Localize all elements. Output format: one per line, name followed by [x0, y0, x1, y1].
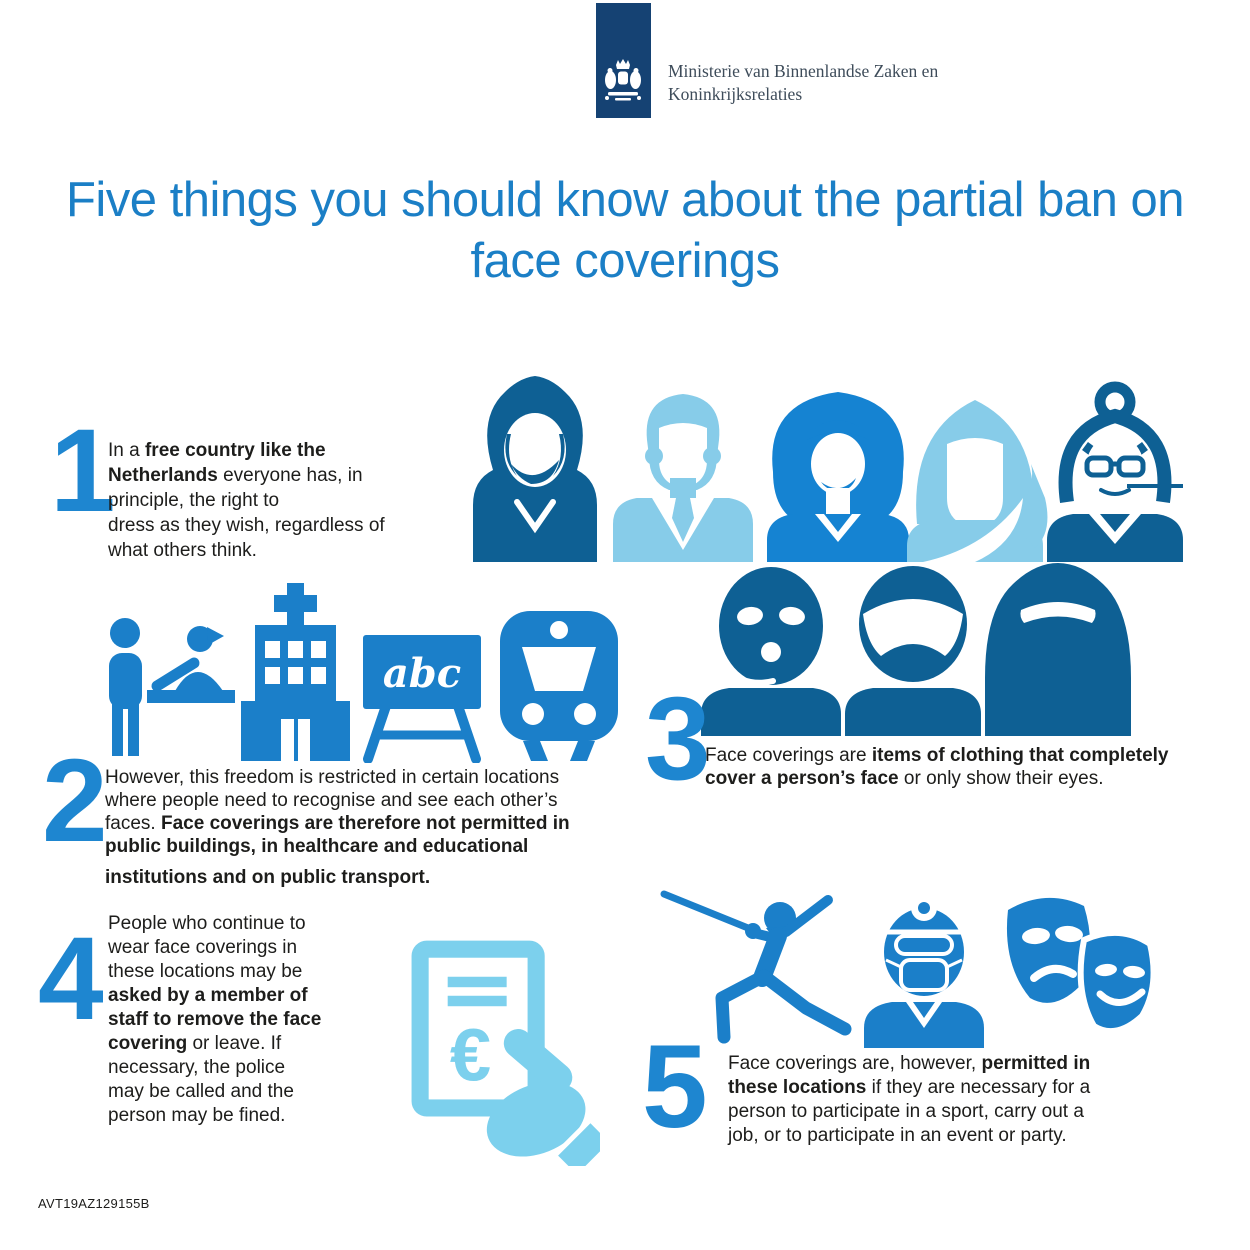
dutch-coat-of-arms-icon: [603, 58, 643, 110]
fine-document-in-hand-icon: [400, 933, 600, 1166]
hooded-person-icon: [473, 376, 597, 562]
elderly-woman-with-glasses-icon: [1047, 387, 1183, 562]
section2-text: However, this freedom is restricted in certain locations where people need to recognise and see each other’s faces. Face coverings are therefore not permitted in public buildings, in healthcare and educational institutions and on public transport.: [105, 767, 570, 888]
board-abc-text: abc: [382, 650, 462, 697]
fencer-icon: [664, 894, 845, 1037]
train-icon: [500, 611, 618, 761]
reception-desk-icon: [109, 618, 235, 756]
ministry-name: [668, 60, 938, 106]
section5-number: 5: [642, 1021, 708, 1153]
section3-text: Face coverings are items of clothing that completely cover a person’s face or only show their eyes.: [705, 745, 1169, 789]
ministry-name-line2: Koninkrijksrelaties: [668, 84, 803, 104]
section5-text: Face coverings are, however, permitted in these locations if they are necessary for a person to participate in a sport, carry out a job, or to participate in an event or party.: [728, 1053, 1091, 1146]
restricted-locations-icons: [95, 583, 620, 763]
school-board-icon: [363, 635, 481, 759]
section1-text: In a free country like the Netherlands everyone has, in principle, the right to dress as they wish, regardless of what others think.: [108, 440, 385, 561]
theatre-masks-icon: [1007, 898, 1154, 1031]
section1-number: 1: [50, 405, 116, 537]
section2-number: 2: [42, 735, 108, 867]
surgeon-icon: [864, 895, 984, 1048]
page-title-line2: face coverings: [470, 234, 780, 288]
young-woman-icon: [767, 392, 909, 562]
man-in-suit-icon: [613, 394, 753, 562]
page-title-line1: Five things you should know about the partial ban on: [65, 173, 1185, 227]
section4-number: 4: [38, 913, 104, 1045]
ministry-name-line1: Ministerie van Binnenlandse Zaken en: [668, 61, 939, 81]
motor-helmet-person-icon: [845, 566, 981, 736]
face-coverings-icons: [693, 558, 1138, 736]
niqab-person-icon: [985, 563, 1131, 736]
document-code: AVT19AZ129155B: [38, 1196, 150, 1211]
woman-with-headscarf-icon: [907, 400, 1047, 562]
diverse-people-row: [455, 370, 1195, 562]
public-building-icon: [241, 583, 350, 761]
balaclava-person-icon: [701, 567, 841, 736]
euro-symbol: €: [449, 1013, 492, 1097]
section3-number: 3: [645, 673, 711, 805]
page-title: [0, 170, 1250, 292]
permitted-locations-icons: [656, 880, 1166, 1048]
section4-text: People who continue to wear face coverings in these locations may be asked by a member of staff to remove the face covering or leave. If necessary, the police may be called and the person may be fined.: [108, 913, 322, 1126]
